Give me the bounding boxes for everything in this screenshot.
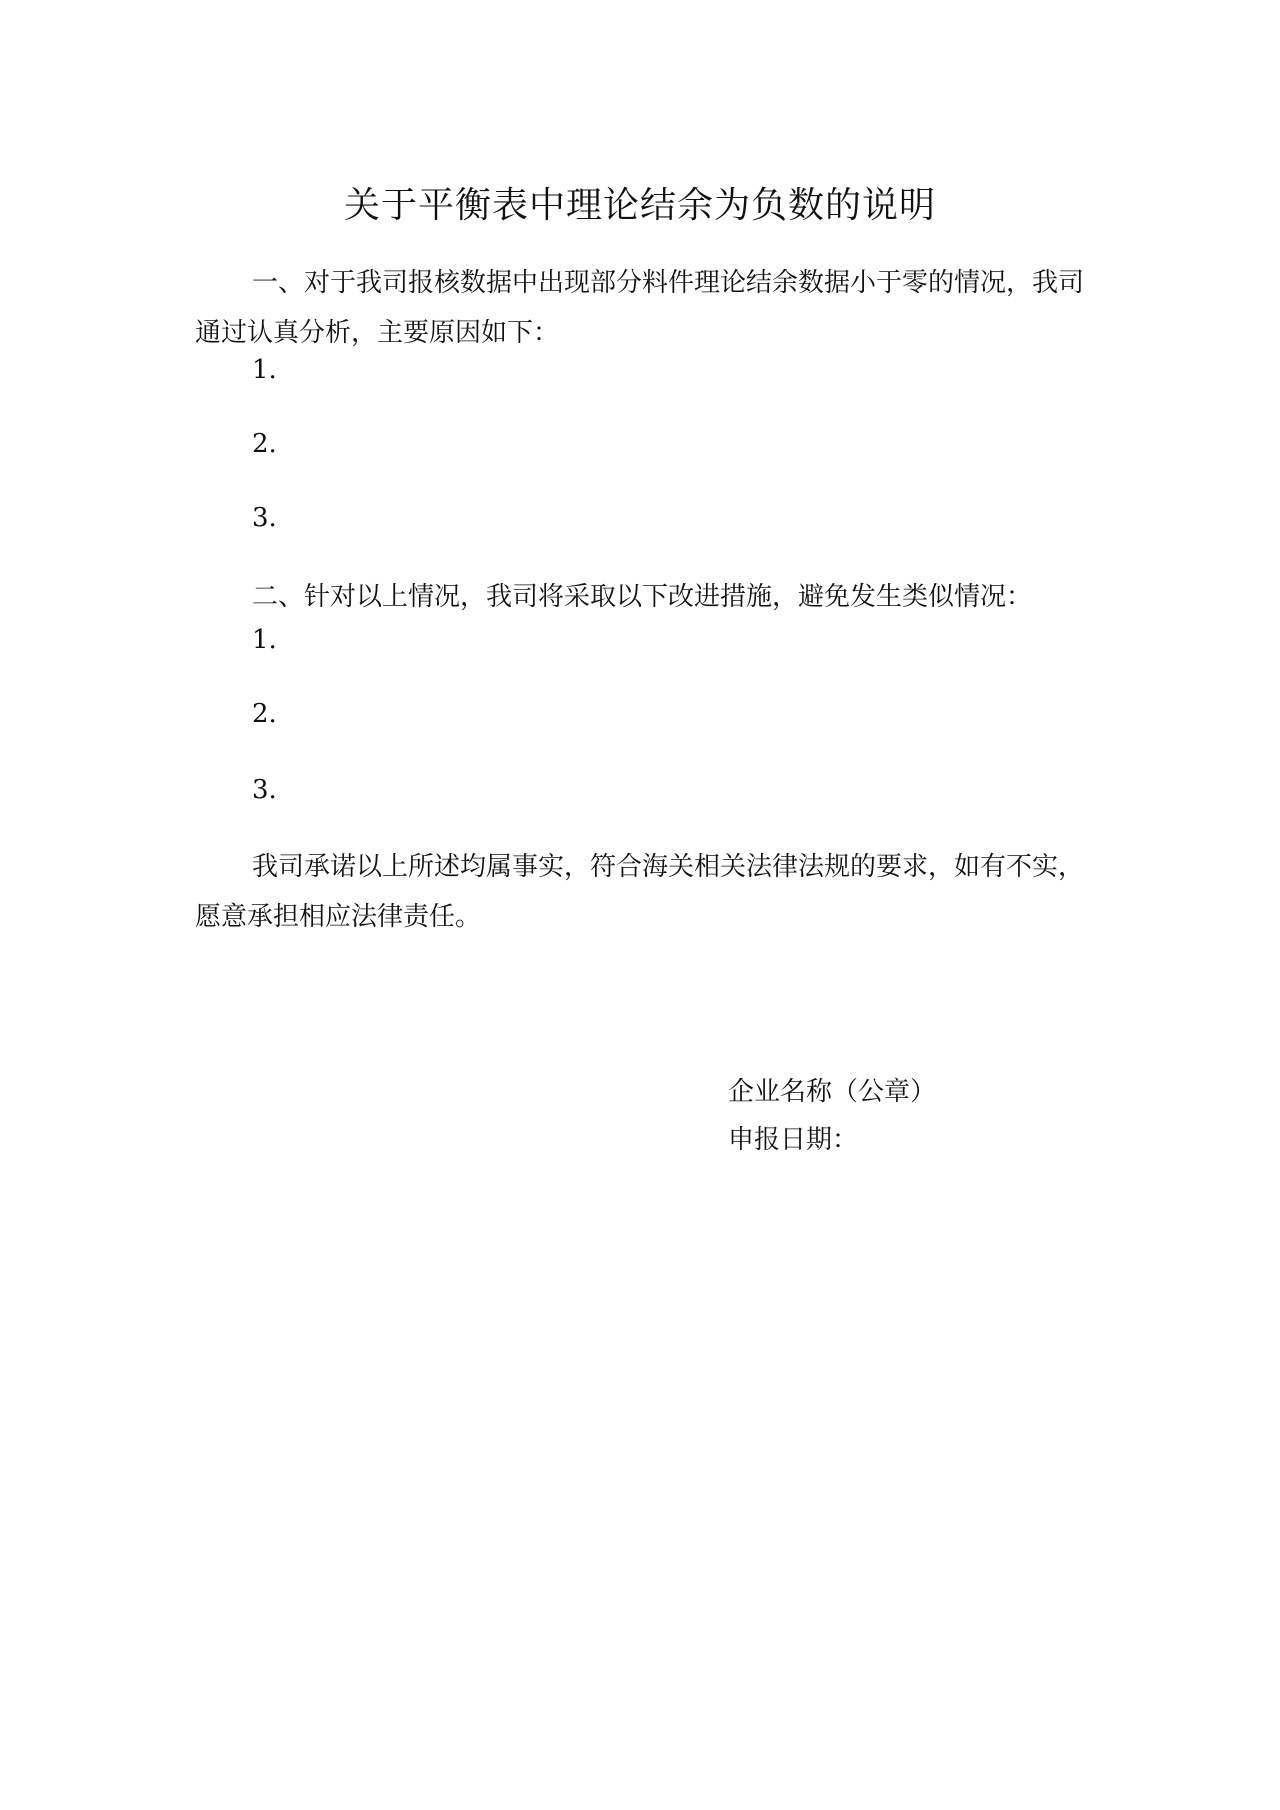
company-name-seal-label: 企业名称（公章） (728, 1077, 937, 1107)
section2-item-1: 1. (252, 625, 277, 655)
section2-item-3: 3. (252, 775, 277, 805)
section2-item-2: 2. (252, 699, 277, 729)
commitment-paragraph: 我司承诺以上所述均属事实，符合海关相关法律法规的要求，如有不实，愿意承担相应法律责任。 (195, 852, 1085, 932)
section1-item-2: 2. (252, 429, 277, 459)
section2-intro: 二、针对以上情况，我司将采取以下改进措施，避免发生类似情况： (252, 582, 1033, 612)
section1-item-3: 3. (252, 503, 277, 533)
section1-item-1: 1. (252, 355, 277, 385)
declaration-date-label: 申报日期： (728, 1125, 859, 1155)
document-title: 关于平衡表中理论结余为负数的说明 (343, 185, 936, 226)
section1-intro: 一、对于我司报核数据中出现部分料件理论结余数据小于零的情况，我司通过认真分析，主要原因如下： (195, 268, 1085, 348)
